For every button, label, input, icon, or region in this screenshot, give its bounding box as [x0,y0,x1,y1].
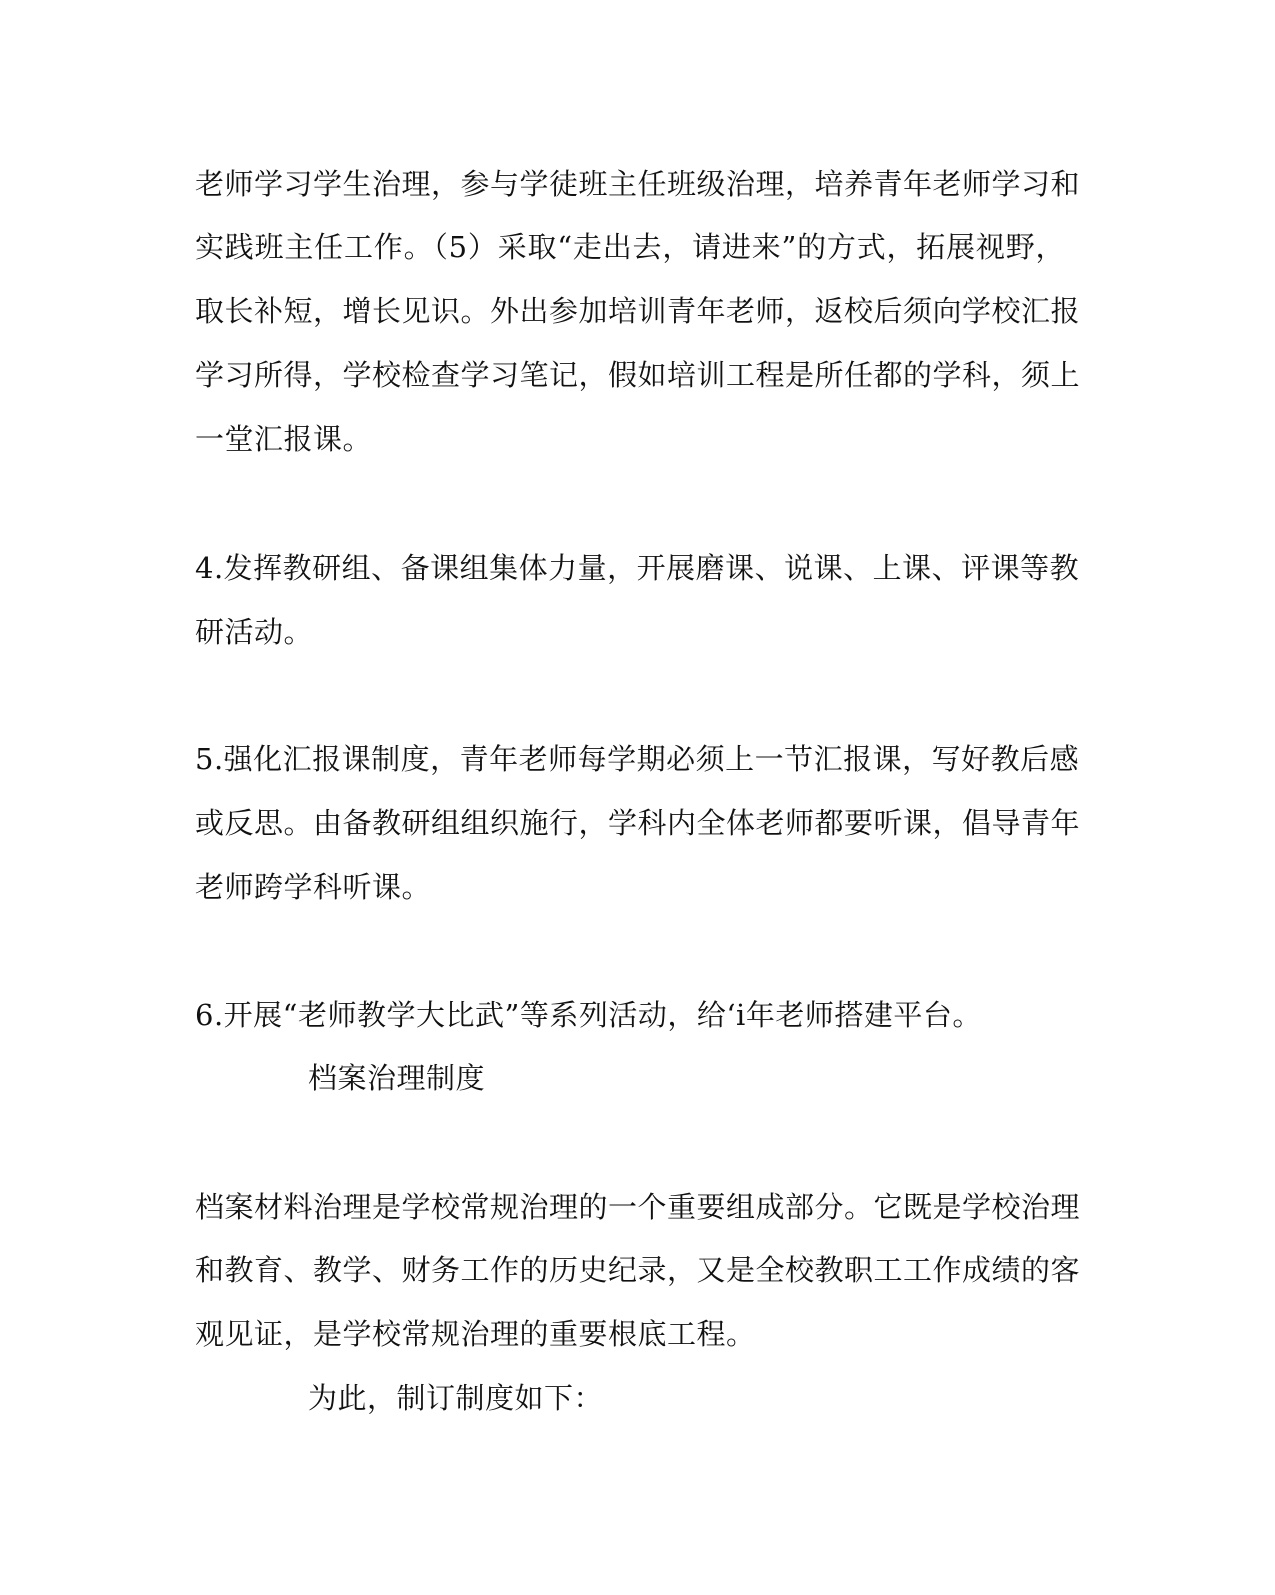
paragraph-line: 一堂汇报课。 [195,422,373,456]
list-item-4-line: 研活动。 [195,615,314,649]
paragraph-line: 和教育、教学、财务工作的历史纪录，又是全校教职工工作成绩的客 [195,1253,1081,1287]
list-item-5-line: 5.强化汇报课制度，青年老师每学期必须上一节汇报课，写好教后感 [195,742,1080,776]
list-item-4-line: 4.发挥教研组、备课组集体力量，开展磨课、说课、上课、评课等教 [195,551,1080,585]
paragraph-line: 老师学习学生治理，参与学徒班主任班级治理，培养青年老师学习和 [195,167,1081,201]
paragraph-line: 实践班主任工作。（5）采取“走出去，请进来”的方式，拓展视野， [195,230,1065,264]
list-item-5-line: 老师跨学科听课。 [195,870,432,904]
paragraph-line: 观见证，是学校常规治理的重要根底工程。 [195,1317,756,1351]
section-heading: 档案治理制度 [308,1061,486,1095]
paragraph-line: 学习所得，学校检查学习笔记，假如培训工程是所任都的学科，须上 [195,358,1081,392]
paragraph-line: 档案材料治理是学校常规治理的一个重要组成部分。它既是学校治理 [195,1190,1081,1224]
paragraph-line: 取长补短，增长见识。外出参加培训青年老师，返校后须向学校汇报 [195,294,1081,328]
closing-line: 为此，制订制度如下： [308,1381,604,1415]
list-item-6-line: 6.开展“老师教学大比武”等系列活动，给‘i年老师搭建平台。 [195,998,982,1032]
list-item-5-line: 或反思。由备教研组组织施行，学科内全体老师都要听课，倡导青年 [195,806,1081,840]
